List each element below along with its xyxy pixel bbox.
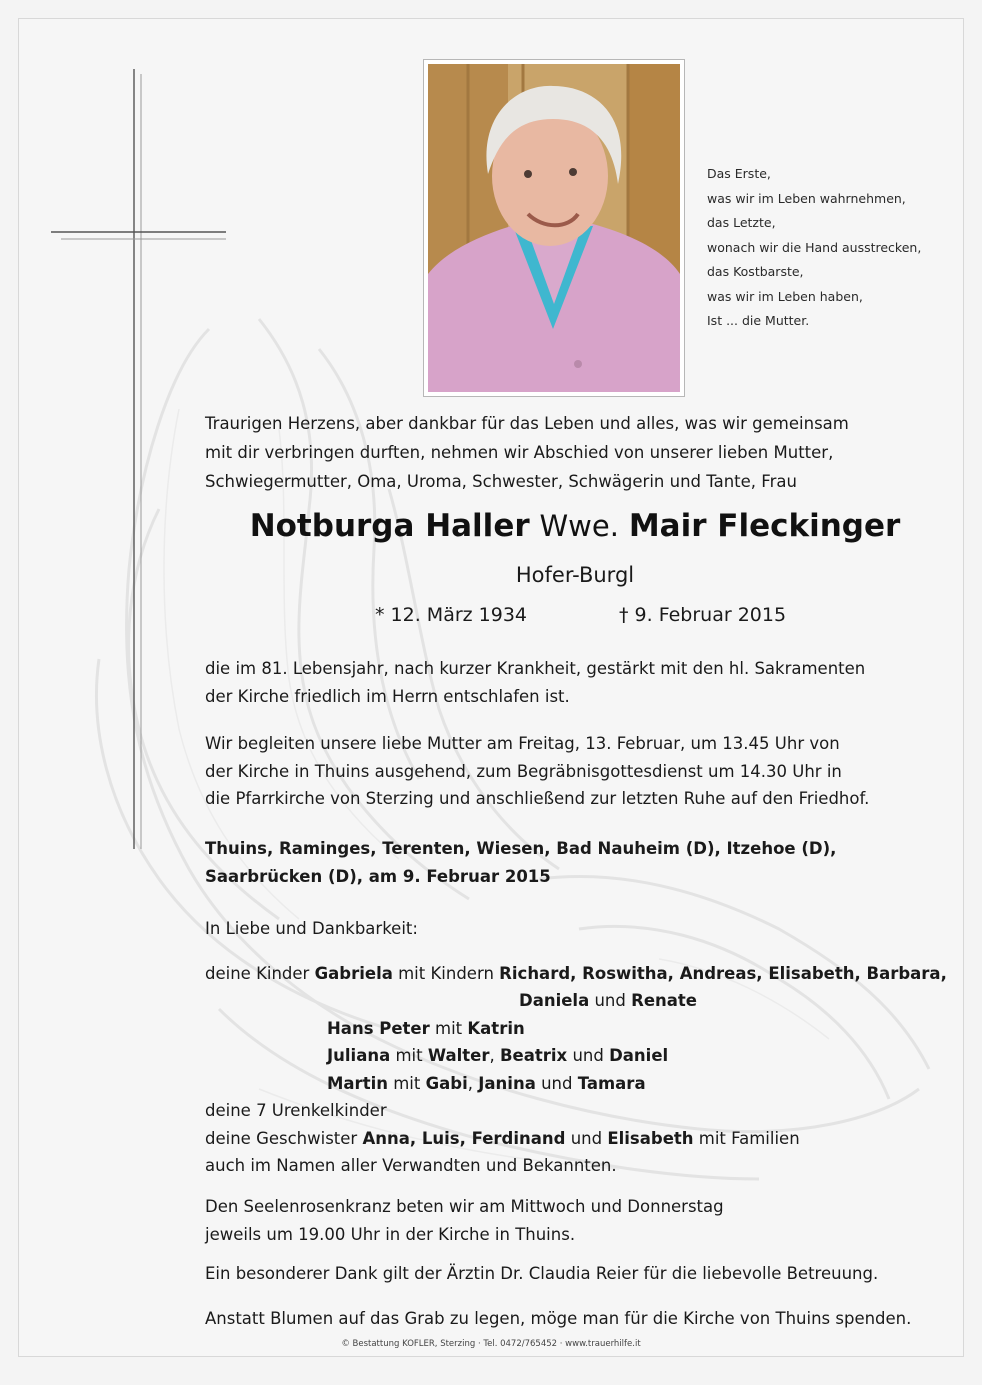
family-line: deine Kinder Gabriela mit Kindern Richard, Roswitha, Andreas, Elisabeth, Barbara, — [205, 964, 947, 983]
obituary-sheet — [18, 18, 964, 1357]
rosary-line: jeweils um 19.00 Uhr in der Kirche in Thuins. — [205, 1224, 576, 1244]
family-line: auch im Namen aller Verwandten und Bekannten. — [205, 1156, 617, 1175]
poem-line: Ist ... die Mutter. — [707, 313, 810, 328]
family-line: Martin mit Gabi, Janina und Tamara — [327, 1074, 646, 1093]
poem-line: Das Erste, — [707, 166, 771, 181]
birth-date: * 12. März 1934 — [375, 604, 528, 626]
name-last: Mair Fleckinger — [628, 508, 901, 544]
rosary-line: Den Seelenrosenkranz beten wir am Mittwoch und Donnerstag — [205, 1197, 724, 1216]
name-first: Notburga Haller — [249, 508, 530, 544]
funeral-text — [205, 730, 955, 813]
family-line: deine Geschwister Anna, Luis, Ferdinand und Elisabeth mit Familien — [205, 1129, 800, 1148]
footer-credit: © Bestattung KOFLER, Sterzing · Tel. 0472/765452 · www.trauerhilfe.it — [341, 1339, 641, 1349]
poem-line: was wir im Leben haben, — [707, 288, 863, 304]
funeral-line: die Pfarrkirche von Sterzing und anschließend zur letzten Ruhe auf den Friedhof. — [205, 789, 870, 808]
family-line: Daniela und Renate — [519, 991, 697, 1010]
places-text — [205, 835, 955, 890]
intro-line: Schwiegermutter, Oma, Uroma, Schwester, Schwägerin und Tante, Frau — [205, 472, 797, 491]
poem-line: das Letzte, — [707, 215, 776, 230]
funeral-line: der Kirche in Thuins ausgehend, zum Begräbnisgottesdienst um 14.30 Uhr in — [205, 761, 842, 781]
family-line: Hans Peter mit Katrin — [327, 1019, 525, 1038]
name-middle: Wwe. — [539, 509, 619, 543]
nickname: Hofer-Burgl — [515, 563, 635, 587]
intro-line: Traurigen Herzens, aber dankbar für das Leben und alles, was wir gemeinsam — [205, 414, 849, 433]
funeral-line: Wir begleiten unsere liebe Mutter am Freitag, 13. Februar, um 13.45 Uhr von — [205, 734, 840, 753]
poem-line: was wir im Leben wahrnehmen, — [707, 190, 906, 206]
deceased-name — [205, 503, 945, 549]
poem-line: wonach wir die Hand ausstrecken, — [707, 239, 922, 255]
thanks-text: Ein besonderer Dank gilt der Ärztin Dr. Claudia Reier für die liebevolle Betreuung. — [205, 1264, 879, 1283]
death-date: † 9. Februar 2015 — [619, 604, 787, 626]
portrait-image — [428, 64, 680, 392]
love-text: In Liebe und Dankbarkeit: — [205, 919, 418, 938]
family-line: deine 7 Urenkelkinder — [205, 1101, 387, 1120]
flowers-text: Anstatt Blumen auf das Grab zu legen, möge man für die Kirche von Thuins spenden. — [205, 1309, 912, 1328]
poem-line: das Kostbarste, — [707, 264, 804, 279]
poem — [707, 162, 957, 334]
places-line: Thuins, Raminges, Terenten, Wiesen, Bad Nauheim (D), Itzehoe (D), — [205, 839, 837, 858]
passing-line: die im 81. Lebensjahr, nach kurzer Krankheit, gestärkt mit den hl. Sakramenten — [205, 659, 866, 678]
passing-text — [205, 655, 955, 710]
rosary-text — [205, 1193, 955, 1248]
intro-text — [205, 409, 945, 496]
family-line: Juliana mit Walter, Beatrix und Daniel — [327, 1046, 669, 1065]
portrait-photo — [423, 59, 685, 397]
passing-line: der Kirche friedlich im Herrn entschlafen ist. — [205, 686, 570, 706]
cross-icon — [51, 69, 226, 849]
intro-line: mit dir verbringen durften, nehmen wir Abschied von unserer lieben Mutter, — [205, 443, 834, 462]
places-line: Saarbrücken (D), am 9. Februar 2015 — [205, 866, 551, 886]
